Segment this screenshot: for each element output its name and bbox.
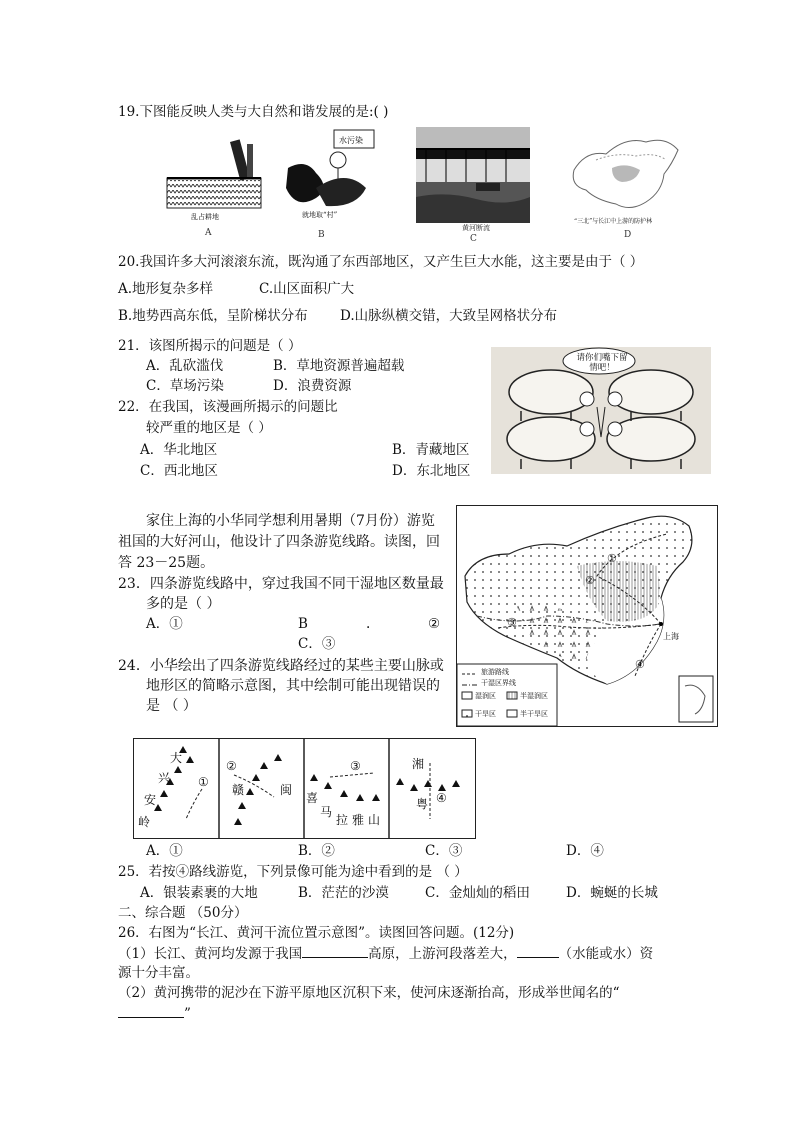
q26-part1-line2: 源十分丰富。 bbox=[118, 965, 199, 981]
q21-option-a: A．乱砍滥伐 bbox=[146, 358, 224, 374]
q26-part1-text-b: 高原，上游河段落差大， bbox=[368, 946, 517, 962]
q23-stem-line2: 多的是（ ） bbox=[146, 596, 221, 612]
panel3-word-ma: 马 bbox=[320, 805, 333, 819]
q26-part1-text-c: （水能或水）资 bbox=[558, 946, 654, 962]
panel1-word-ling: 岭 bbox=[138, 815, 151, 829]
figure-b-placard: 水污染 bbox=[339, 136, 363, 145]
grazing-cartoon bbox=[491, 347, 711, 474]
intro-line3: 答 23－25题。 bbox=[118, 555, 215, 571]
farmland-sign-drawing bbox=[163, 130, 263, 220]
panel4-word-yue: 粤 bbox=[416, 797, 429, 811]
q19-stem: 19.下图能反映人类与大自然和谐发展的是:( ) bbox=[118, 104, 389, 120]
q24-stem-line2: 地形区的简略示意图，其中绘制可能出现错误的 bbox=[146, 678, 440, 694]
q23-option-b: B bbox=[298, 616, 308, 632]
panel1-word-an: 安 bbox=[144, 793, 157, 807]
q24-stem-line3: 是 （ ） bbox=[146, 698, 197, 714]
panel3-word-xi: 喜 bbox=[306, 791, 319, 805]
panel1-word-da: 大 bbox=[170, 751, 183, 765]
q23-option-a: A．① bbox=[146, 616, 183, 632]
figure-d-letter: D bbox=[624, 230, 632, 240]
q24-option-d: D．④ bbox=[566, 843, 604, 859]
q22-stem-line2: 较严重的地区是（ ） bbox=[146, 420, 272, 436]
q22-option-b: B．青藏地区 bbox=[392, 442, 470, 458]
figure-a-letter: A bbox=[205, 228, 212, 238]
q19-figure-b bbox=[276, 128, 386, 242]
panel3-route: ③ bbox=[350, 759, 361, 773]
q21-option-d: D．浪费资源 bbox=[273, 378, 352, 394]
q24-option-c: C．③ bbox=[425, 843, 463, 859]
panel2-word-min: 闽 bbox=[280, 783, 293, 797]
q20-option-b: B.地势西高东低，呈阶梯状分布 bbox=[118, 308, 308, 324]
section-2-heading: 二、综合题 （50分） bbox=[118, 905, 248, 921]
mountain-sketches bbox=[134, 739, 475, 838]
q25-option-b: B．茫茫的沙漠 bbox=[298, 885, 389, 901]
q24-option-b: B．② bbox=[298, 843, 335, 859]
legend-route-line: 旅游路线 bbox=[481, 668, 509, 676]
cartoon-speech-bubble: 请你们嘴下留情吧！ bbox=[576, 353, 628, 373]
legend-semi-humid: 半湿润区 bbox=[520, 692, 548, 700]
figure-c-caption: 黄河断流 bbox=[462, 224, 490, 232]
panel3-word-ya: 雅 bbox=[352, 813, 365, 827]
intro-line1: 家住上海的小华同学想利用暑期（7月份）游览 bbox=[146, 513, 435, 529]
q23-option-c: C．③ bbox=[298, 636, 336, 652]
figure-a-caption: 乱占耕地 bbox=[191, 213, 219, 221]
q19-figure-a bbox=[163, 130, 263, 240]
figure-c-letter: C bbox=[470, 234, 477, 244]
panel2-word-gan: 赣 bbox=[232, 783, 245, 797]
q26-part1-line1 bbox=[118, 943, 653, 964]
figure-b-letter: B bbox=[318, 230, 325, 240]
q26-blank-river[interactable] bbox=[118, 1003, 184, 1018]
q24-sketch-panels bbox=[133, 738, 476, 839]
q23-stem-line1: 23．四条游览线路中，穿过我国不同干湿地区数量最 bbox=[118, 576, 444, 592]
bridge-photo-drawing bbox=[416, 127, 530, 223]
shanghai-label: 上海 bbox=[663, 632, 679, 641]
q20-option-d: D.山脉纵横交错，大致呈网格状分布 bbox=[340, 308, 558, 324]
route-4-label-map: ④ bbox=[635, 658, 645, 671]
q21-stem: 21．该图所揭示的问题是（ ） bbox=[118, 338, 302, 354]
q25-stem: 25．若按④路线游览，下列景像可能为途中看到的是 （ ） bbox=[118, 864, 468, 880]
travel-route-map bbox=[456, 505, 718, 727]
q26-stem: 26．右图为“长江、黄河干流位置示意图”。读图回答问题。(12分) bbox=[118, 925, 515, 941]
q19-figure-c bbox=[416, 127, 530, 245]
q23-option-b-value: ② bbox=[428, 616, 441, 632]
panel4-route: ④ bbox=[436, 791, 447, 805]
q26-blank-resource[interactable] bbox=[517, 943, 559, 958]
figure-b-caption: 就地取“村” bbox=[302, 211, 338, 219]
panel1-route: ① bbox=[198, 775, 209, 789]
q25-option-a: A．银装素裹的大地 bbox=[140, 885, 258, 901]
q26-blank-plateau[interactable] bbox=[302, 943, 368, 958]
q26-part2-line1: （2）黄河携带的泥沙在下游平原地区沉积下来，使河床逐渐抬高，形成举世闻名的“ bbox=[118, 985, 620, 1001]
q20-stem: 20.我国许多大河滚滚东流，既沟通了东西部地区，又产生巨大水能，这主要是由于（ ） bbox=[118, 254, 644, 270]
legend-semi-arid: 半干旱区 bbox=[520, 710, 548, 718]
q20-option-c: C.山区面积广大 bbox=[259, 281, 355, 297]
route-3-label-map: ③ bbox=[507, 616, 517, 629]
panel2-route: ② bbox=[226, 759, 237, 773]
q24-option-a: A．① bbox=[146, 843, 183, 859]
q22-stem-line1: 22．在我国，该漫画所揭示的问题比 bbox=[118, 399, 338, 415]
q22-option-a: A．华北地区 bbox=[140, 442, 218, 458]
intro-line2: 祖国的大好河山，他设计了四条游览线路。读图，回 bbox=[118, 534, 440, 550]
route-2-label-map: ② bbox=[585, 574, 595, 587]
q21-option-c: C．草场污染 bbox=[146, 378, 224, 394]
q19-figure-d bbox=[566, 130, 686, 242]
china-forest-map-drawing bbox=[566, 130, 686, 216]
q26-part2-close-quote: ” bbox=[184, 1006, 191, 1022]
panel3-word-shan: 山 bbox=[368, 813, 381, 827]
legend-boundary: 干湿区界线 bbox=[481, 679, 516, 687]
q24-stem-line1: 24．小华绘出了四条游览线路经过的某些主要山脉或 bbox=[118, 658, 444, 674]
q26-part2-line2 bbox=[118, 1003, 191, 1024]
panel4-word-xiang: 湘 bbox=[412, 757, 425, 771]
q25-option-c: C．金灿灿的稻田 bbox=[425, 885, 530, 901]
q22-option-d: D．东北地区 bbox=[392, 463, 471, 479]
legend-arid: 干旱区 bbox=[475, 710, 496, 718]
pollution-cartoon-drawing bbox=[276, 128, 386, 218]
panel1-word-xing: 兴 bbox=[158, 771, 171, 785]
china-dryness-map bbox=[457, 506, 717, 726]
q22-option-c: C．西北地区 bbox=[140, 463, 218, 479]
q20-option-a: A.地形复杂多样 bbox=[118, 281, 214, 297]
figure-d-caption: “三北”与长江中上游的防护林 bbox=[574, 218, 653, 225]
q23-option-b-dot: . bbox=[366, 616, 371, 632]
panel3-word-la: 拉 bbox=[336, 813, 349, 827]
legend-humid: 湿润区 bbox=[475, 692, 496, 700]
q26-part1-text-a: （1）长江、黄河均发源于我国 bbox=[118, 946, 303, 962]
route-1-label-map: ① bbox=[607, 552, 617, 565]
q25-option-d: D．蜿蜒的长城 bbox=[566, 885, 658, 901]
q21-option-b: B．草地资源普遍超载 bbox=[273, 358, 405, 374]
